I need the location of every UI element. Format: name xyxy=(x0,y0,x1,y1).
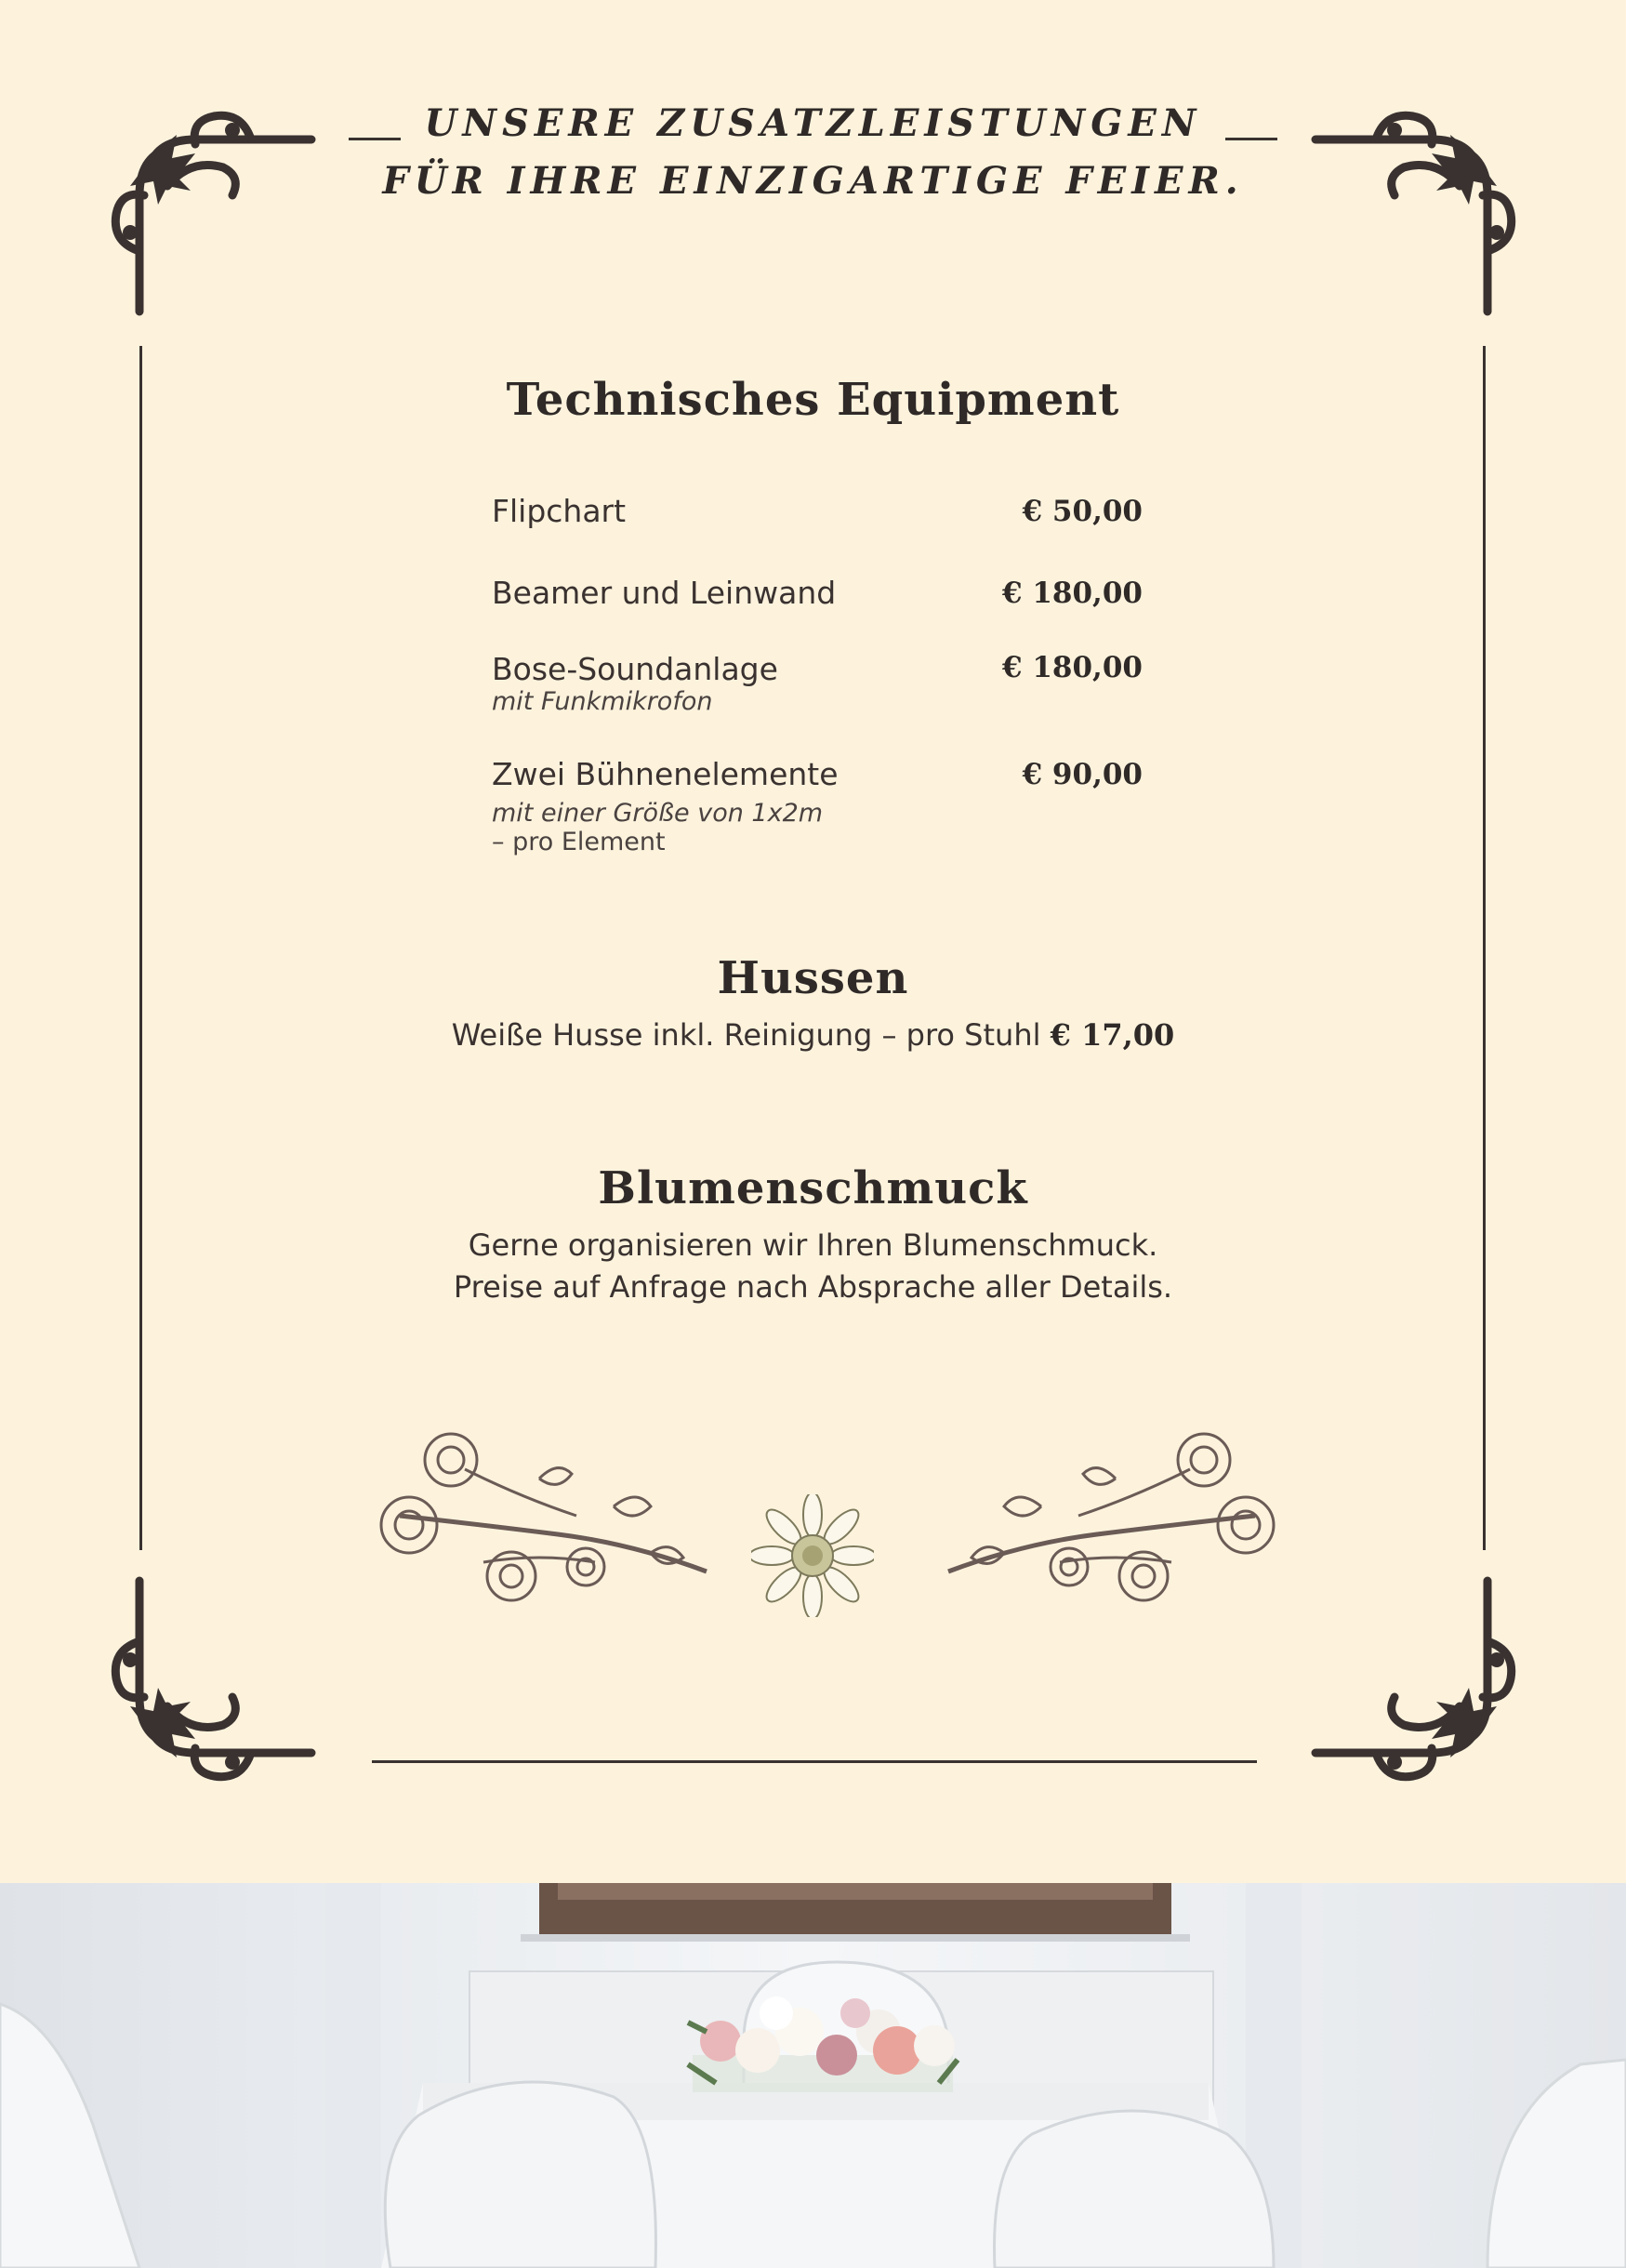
header-line-2: FÜR IHRE EINZIGARTIGE FEIER. xyxy=(382,159,1244,203)
ornament-corner-icon xyxy=(1311,1576,1525,1790)
hussen-text xyxy=(0,1017,1626,1053)
equipment-item-name: Beamer und Leinwand xyxy=(492,575,837,611)
equipment-item-price: € 50,00 xyxy=(1022,495,1143,528)
frame-line-right xyxy=(1483,346,1486,1550)
equipment-item-price: € 180,00 xyxy=(1001,577,1143,610)
table-photo xyxy=(0,1883,1626,2268)
daisy-icon xyxy=(751,1494,874,1617)
blumen-line-2: Preise auf Anfrage nach Absprache aller Details. xyxy=(453,1269,1173,1305)
rose-branch-icon xyxy=(372,1423,725,1618)
ornament-corner-icon xyxy=(102,102,316,316)
frame-line-left xyxy=(139,346,142,1550)
hussen-price: € 17,00 xyxy=(1050,1017,1175,1053)
ornament-corner-icon xyxy=(102,1576,316,1790)
equipment-item-note-2: – pro Element xyxy=(492,828,666,856)
rose-branch-icon xyxy=(930,1423,1283,1618)
hussen-description: Weiße Husse inkl. Reinigung – pro Stuhl xyxy=(451,1017,1041,1053)
header-line-1: UNSERE ZUSATZLEISTUNGEN xyxy=(424,101,1202,145)
header-dash-left xyxy=(349,138,401,140)
ornament-corner-icon xyxy=(1311,102,1525,316)
event-room-image xyxy=(0,1883,1626,2268)
equipment-item-name: Flipchart xyxy=(492,493,627,529)
equipment-item-price: € 90,00 xyxy=(1022,758,1143,791)
hussen-title: Hussen xyxy=(717,952,909,1004)
equipment-title: Technisches Equipment xyxy=(506,374,1120,426)
equipment-item-note: mit einer Größe von 1x2m xyxy=(492,799,824,828)
frame-line-bottom xyxy=(372,1760,1257,1763)
blumen-title: Blumenschmuck xyxy=(598,1162,1028,1214)
equipment-item-name: Zwei Bühnenelemente xyxy=(492,756,839,792)
equipment-item-name: Bose-Soundanlage xyxy=(492,651,778,687)
header-dash-right xyxy=(1225,138,1277,140)
equipment-item-price: € 180,00 xyxy=(1001,651,1143,684)
blumen-line-1: Gerne organisieren wir Ihren Blumenschmuck. xyxy=(468,1227,1158,1263)
equipment-item-note: mit Funkmikrofon xyxy=(492,687,713,716)
